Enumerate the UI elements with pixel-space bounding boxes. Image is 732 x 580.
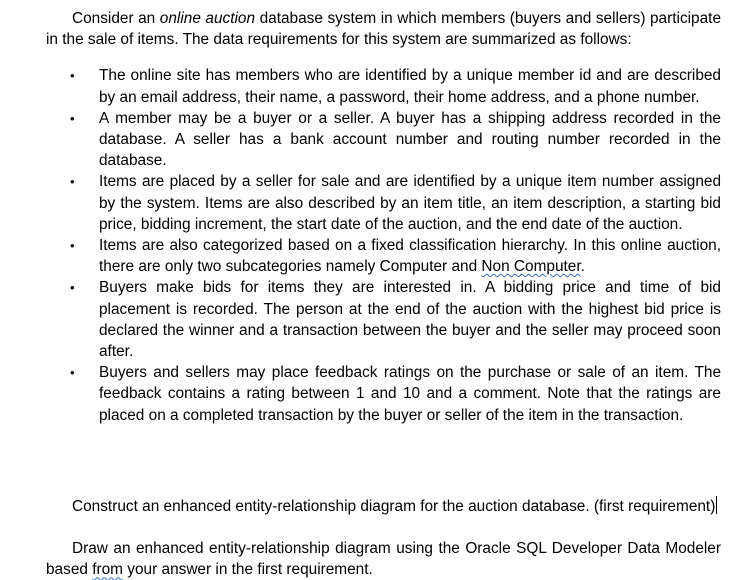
document-body[interactable] bbox=[46, 8, 721, 580]
task-first-text: Construct an enhanced entity-relationship diagram for the auction database. (first requirement) bbox=[72, 497, 716, 515]
list-item-text: Items are placed by a seller for sale and are identified by a unique item number assigned by the system. Items are also described by an item title, an item description, a starting bid price, bidding increment, the start date of the auction, and the end date of the auction. bbox=[99, 173, 721, 233]
intro-paragraph bbox=[46, 8, 721, 50]
list-item bbox=[46, 171, 721, 235]
intro-text-before: Consider an bbox=[72, 10, 160, 27]
list-item bbox=[46, 65, 721, 107]
spellcheck-flagged-word[interactable]: Non Computer bbox=[481, 258, 581, 276]
bullet-icon: • bbox=[70, 174, 75, 190]
list-item-text: A member may be a buyer or a seller. A buyer has a shipping address recorded in the database. A seller has a bank account number and routing number recorded in the database. bbox=[99, 109, 721, 170]
spellcheck-flagged-word[interactable]: from bbox=[92, 561, 124, 579]
intro-text-after: database system in which members (buyers and sellers) participate in the sale of items. The data requirements for this system are summarized as follows: bbox=[46, 10, 722, 49]
bullet-icon: • bbox=[70, 365, 75, 381]
list-item bbox=[46, 362, 721, 426]
bullet-icon: • bbox=[70, 110, 75, 126]
task-second-text-after: your answer in the first requirement. bbox=[123, 561, 373, 579]
list-item bbox=[46, 108, 721, 172]
list-item bbox=[46, 235, 721, 277]
list-item-text-before: Items are also categorized based on a fixed classification hierarchy. In this online auction, there are only two subcategories namely Computer and bbox=[99, 237, 721, 276]
list-item-text: The online site has members who are identified by a unique member id and are described by an email address, their name, a password, their home address, and a phone number. bbox=[99, 67, 721, 106]
list-item-text: Buyers and sellers may place feedback ratings on the purchase or sale of an item. The feedback contains a rating between 1 and 10 and a comment. Note that the ratings are placed on a completed transaction by the buyer or seller of the item in the transaction. bbox=[99, 364, 721, 424]
bullet-icon: • bbox=[70, 68, 75, 84]
bullet-icon: • bbox=[70, 238, 75, 254]
list-item bbox=[46, 277, 721, 362]
list-item-text-after: . bbox=[580, 258, 585, 276]
bullet-icon: • bbox=[70, 280, 75, 296]
requirements-list bbox=[46, 65, 721, 425]
list-item-text: Buyers make bids for items they are interested in. A bidding price and time of bid placement is recorded. The person at the end of the auction with the highest bid price is declared the winner and a transaction between the buyer and the seller may proceed soon after. bbox=[99, 279, 721, 361]
task-second-text-before: Draw an enhanced entity-relationship diagram using the Oracle SQL Developer Data Modeler based bbox=[46, 540, 721, 579]
text-cursor bbox=[716, 496, 717, 514]
intro-emphasis: online auction bbox=[159, 10, 256, 27]
task-first-requirement bbox=[46, 496, 721, 517]
task-second-requirement bbox=[46, 538, 721, 580]
